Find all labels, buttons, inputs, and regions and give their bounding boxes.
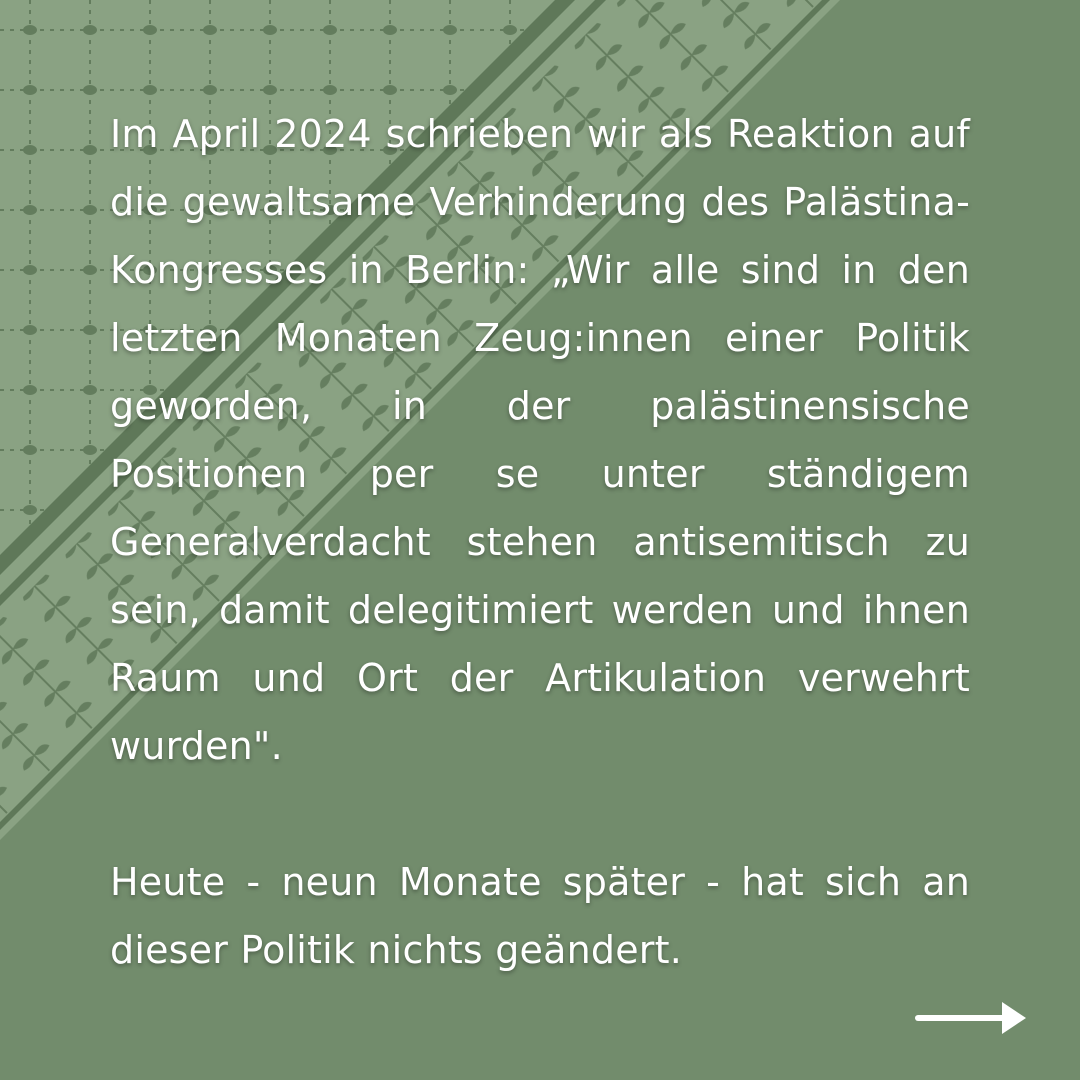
paragraph-1: Im April 2024 schrieben wir als Reaktion auf die gewaltsame Verhinderung des Palästina-Kongresses in Berlin: „Wir alle sind in den letzten Monaten Zeug:innen einer Politik geworden, in der palästinensische Positionen per se unter ständigem Generalverdacht stehen antisemitisch zu sein, damit delegitimiert werden und ihnen Raum und Ort der Artikulation verwehrt wurden". (110, 112, 970, 768)
main-text (110, 100, 970, 984)
paragraph-2: Heute - neun Monate später - hat sich an dieser Politik nichts geändert. (110, 860, 970, 972)
arrow-right-icon[interactable] (912, 996, 1030, 1040)
